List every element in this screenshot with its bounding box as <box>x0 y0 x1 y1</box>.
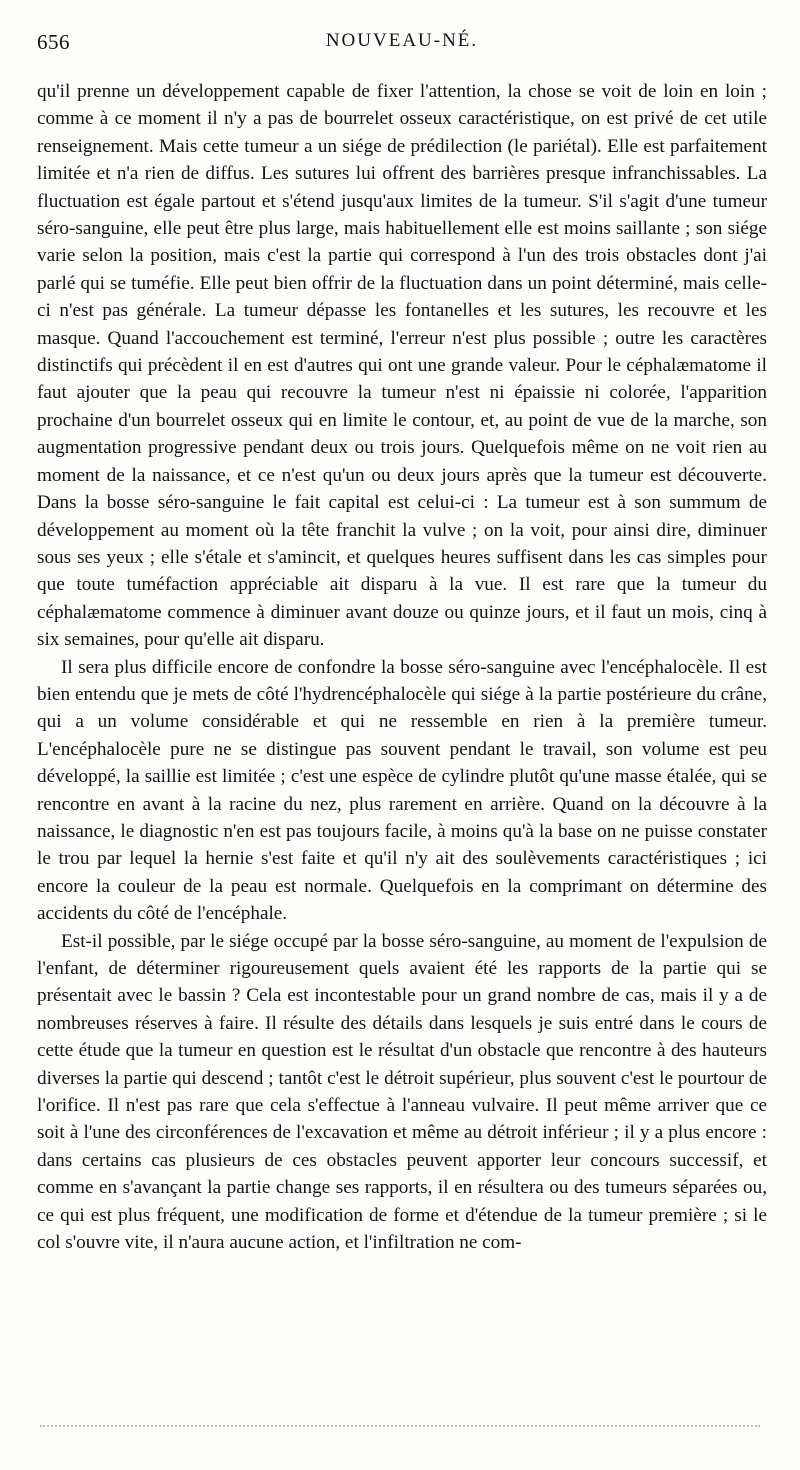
faint-footer-rule <box>40 1425 760 1427</box>
paragraph-continuation: qu'il prenne un développement capable de fixer l'attention, la chose se voit de loin en loin ; comme à ce moment il n'y a pas de bourrelet osseux caractéristique, on est privé de cet utile renseignement. Mais cette tumeur a un siége de prédilection (le pariétal). Elle est parfaitement limitée et n'a rien de diffus. Les sutures lui offrent des barrières presque infranchissables. La fluctuation est égale partout et s'étend jusqu'aux limites de la tumeur. S'il s'agit d'une tumeur séro-sanguine, elle peut être plus large, mais habituellement elle est moins saillante ; son siége varie selon la position, mais c'est la partie qui correspond à l'un des trois obstacles dont j'ai parlé qui se tuméfie. Elle peut bien offrir de la fluctuation dans un point déterminé, mais celle-ci n'est pas générale. La tumeur dépasse les fontanelles et les sutures, les recouvre et les masque. Quand l'accouchement est terminé, l'erreur n'est plus possible ; outre les caractères distinctifs qui précèdent il en est d'autres qui ont une grande valeur. Pour le céphalæmatome il faut ajouter que la peau qui recouvre la tumeur n'est ni épaissie ni colorée, l'apparition prochaine d'un bourrelet osseux qui en limite le contour, et, au point de vue de la marche, son augmentation progressive pendant deux ou trois jours. Quelquefois même on ne voit rien au moment de la naissance, et ce n'est qu'un ou deux jours après que la tumeur est découverte. Dans la bosse séro-sanguine le fait capital est celui-ci : La tumeur est à son summum de développement au moment où la tête franchit la vulve ; on la voit, pour ainsi dire, diminuer sous ses yeux ; elle s'étale et s'amincit, et quelques heures suffisent dans les cas simples pour que toute tuméfaction appréciable ait disparu à la vue. Il est rare que la tumeur du céphalæmatome commence à diminuer avant douze ou quinze jours, et il faut un mois, cinq à six semaines, pour qu'elle ait disparu. <box>37 81 767 651</box>
body-text <box>37 78 767 1256</box>
running-title: NOUVEAU-NÉ. <box>325 30 479 51</box>
paragraph-encephalocele: Il sera plus difficile encore de confondre la bosse séro-sanguine avec l'encéphalocèle. Il est bien entendu que je mets de côté l'hydrencéphalocèle qui siége à la partie postérieure du crâne, qui a un volume considérable et qui ne ressemble en rien à la première tumeur. L'encéphalocèle pure ne se distingue pas souvent pendant le travail, son volume est peu développé, la saillie est limitée ; c'est une espèce de cylindre plutôt qu'une masse étalée, qui se rencontre en avant à la racine du nez, plus rarement en arrière. Quand on la découvre à la naissance, le diagnostic n'en est pas toujours facile, à moins qu'à la base on ne puisse constater le trou par lequel la hernie s'est faite et qu'il n'y ait des soulèvements caractéristiques ; ici encore la couleur de la peau est normale. Quelquefois en la comprimant on détermine des accidents du côté de l'encéphale. <box>37 656 767 925</box>
running-head <box>37 30 767 60</box>
paragraph-expulsion: Est-il possible, par le siége occupé par la bosse séro-sanguine, au moment de l'expulsion de l'enfant, de déterminer rigoureusement quels avaient été les rapports de la partie qui se présentait avec le bassin ? Cela est incontestable pour un grand nombre de cas, mais il y a de nombreuses réserves à faire. Il résulte des détails dans lesquels je suis entré dans le cours de cette étude que la tumeur en question est le résultat d'un obstacle que rencontre à des hauteurs diverses la partie qui descend ; tantôt c'est le détroit supérieur, plus souvent c'est le pourtour de l'orifice. Il n'est pas rare que cela s'effectue à l'anneau vulvaire. Il peut même arriver que ce soit à l'une des circonférences de l'excavation et même au détroit inférieur ; il y a plus encore : dans certains cas plusieurs de ces obstacles peuvent apporter leur concours successif, et comme en s'avançant la partie change ses rapports, il en résultera ou des tumeurs séparées ou, ce qui est plus fréquent, une modification de forme et d'étendue de la tumeur première ; si le col s'ouvre vite, il n'aura aucune action, et l'infiltration ne com- <box>37 930 767 1254</box>
page-number: 656 <box>37 30 70 54</box>
